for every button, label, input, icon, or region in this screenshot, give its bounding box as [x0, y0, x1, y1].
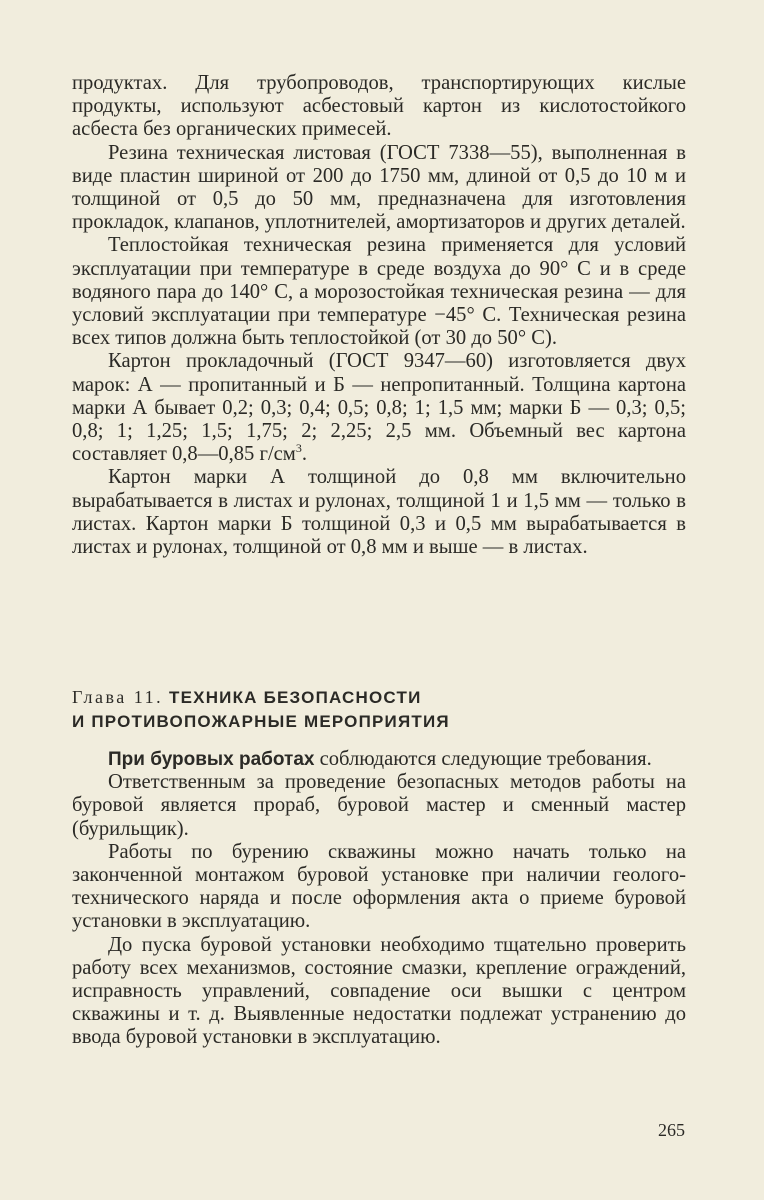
paragraph-start-drilling: Работы по бурению скважины можно начать только на законченной монтажом буровой установке при наличии геолого-технического наряда и после оформления акта о приеме буровой установки в эксплуатацию.: [72, 840, 686, 933]
paragraph-cardboard-grades: Картон марки А толщиной до 0,8 мм включительно вырабатывается в листах и рулонах, толщиной 1 и 1,5 мм — только в листах. Картон марки Б толщиной 0,3 и 0,5 мм вырабатывается в листах и рулонах, толщиной от 0,8 мм и выше — в листах.: [72, 466, 686, 559]
paragraph-lead: [72, 748, 686, 771]
superscript-3: 3: [295, 441, 302, 456]
paragraph-gasket-cardboard: [72, 350, 686, 466]
chapter-prefix: Глава 11.: [72, 687, 164, 707]
chapter-heading: [72, 685, 686, 734]
chapter-heading-line1: [72, 685, 686, 710]
lead-rest: соблюдаются следующие требования.: [314, 748, 652, 770]
paragraph-responsible: Ответственным за проведение безопасных методов работы на буровой является прораб, буровой мастер и сменный мастер (бурильщик).: [72, 771, 686, 840]
gasket-cardboard-text: Картон прокладочный (ГОСТ 9347—60) изготовляется двух марок: А — пропитанный и Б — непропитанный. Толщина картона марки А бывает 0,2; 0,3; 0,4; 0,5; 0,8; 1; 1,5 мм; марки Б — 0,3; 0,5; 0,8; 1; 1,25; 1,5; 1,75; 2; 2,25; 2,5 мм. Объемный вес картона составляет 0,8—0,85 г/см: [72, 350, 686, 466]
section-drilling-safety: [72, 748, 686, 1050]
chapter-title-line2: И ПРОТИВОПОЖАРНЫЕ МЕРОПРИЯТИЯ: [72, 712, 450, 731]
body-text-upper: [72, 72, 686, 559]
page-number: 265: [658, 1120, 685, 1140]
paragraph-heat-resistant-rubber: Теплостойкая техническая резина применяется для условий эксплуатации при температуре в среде воздуха до 90° С и в среде водяного пара до 140° С, а морозостойкая техническая резина — для условий эксплуатации при температуре −45° С. Техническая резина всех типов должна быть теплостойкой (от 30 до 50° С).: [72, 234, 686, 350]
paragraph-pre-launch-check: До пуска буровой установки необходимо тщательно проверить работу всех механизмов, состояние смазки, крепление ограждений, исправность управлений, совпадение оси вышки с центром скважины и т. д. Выявленные недостатки подлежат устранению до ввода буровой установки в эксплуатацию.: [72, 933, 686, 1049]
chapter-title-line1: ТЕХНИКА БЕЗОПАСНОСТИ: [169, 688, 422, 707]
lead-bold-phrase: При буровых работах: [108, 749, 315, 770]
gasket-cardboard-end: .: [301, 443, 307, 466]
paragraph-rubber-sheet: Резина техническая листовая (ГОСТ 7338—55), выполненная в виде пластин шириной от 200 до 1750 мм, длиной от 0,5 до 10 м и толщиной от 0,5 до 50 мм, предназначена для изготовления прокладок, клапанов, уплотнителей, амортизаторов и других деталей.: [72, 141, 686, 234]
paragraph-continued: продуктах. Для трубопроводов, транспортирующих кислые продукты, используют асбестовый картон из кислотостойкого асбеста без органических примесей.: [72, 72, 686, 141]
